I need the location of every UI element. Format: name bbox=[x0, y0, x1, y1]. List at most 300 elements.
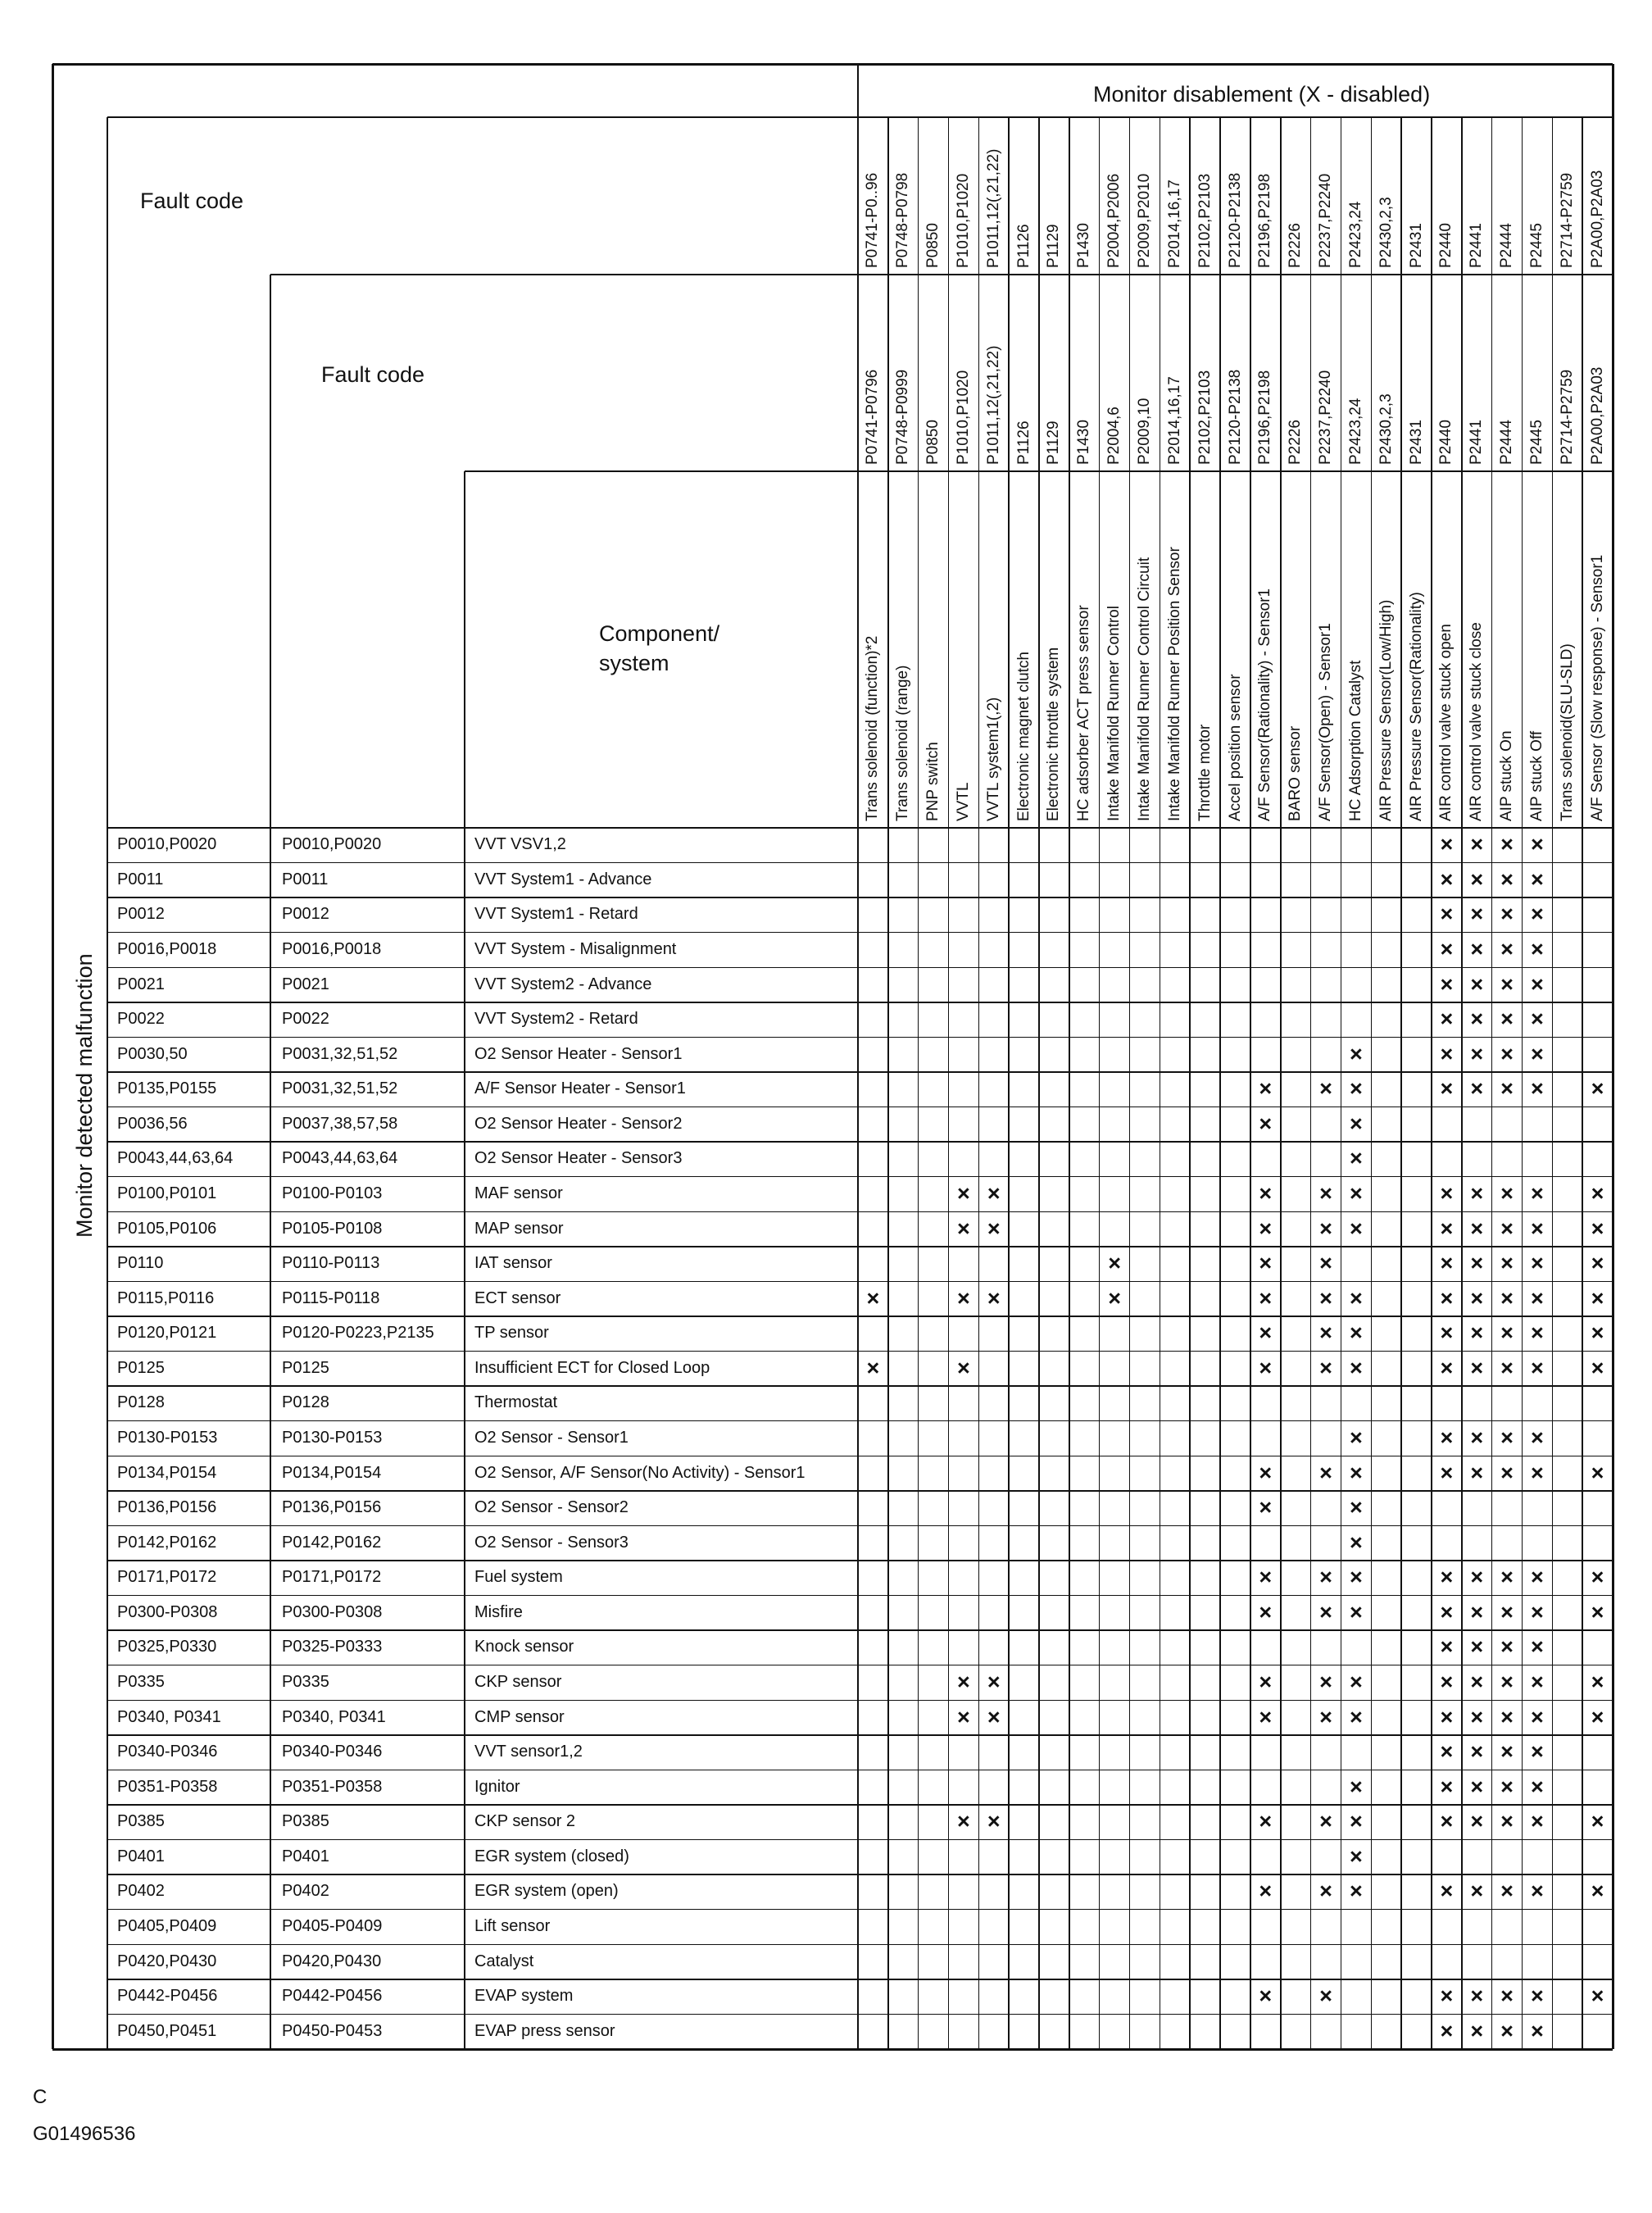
row-fault-code-2: P0442-P0456 bbox=[282, 1987, 383, 2006]
disabled-x-mark: × bbox=[1591, 1251, 1604, 1276]
row-fault-code-2: P0031,32,51,52 bbox=[282, 1079, 398, 1098]
row-fault-code-1: P0340, P0341 bbox=[117, 1707, 221, 1726]
row-fault-code-2: P0171,P0172 bbox=[282, 1568, 382, 1587]
disabled-x-mark: × bbox=[1259, 1879, 1273, 1904]
disabled-x-mark: × bbox=[1500, 1076, 1514, 1102]
disabled-x-mark: × bbox=[1349, 1843, 1363, 1869]
row-component: Ignitor bbox=[474, 1777, 520, 1796]
column-code-1: P2226 bbox=[1287, 223, 1305, 268]
disabled-x-mark: × bbox=[1470, 902, 1484, 927]
disabled-x-mark: × bbox=[1470, 1879, 1484, 1904]
disabled-x-mark: × bbox=[1530, 902, 1544, 927]
disabled-x-mark: × bbox=[1591, 1460, 1604, 1485]
column-component: A/F Sensor(Rationality) - Sensor1 bbox=[1256, 588, 1274, 821]
grid-line bbox=[857, 64, 859, 2049]
disabled-x-mark: × bbox=[1530, 1565, 1544, 1590]
disabled-x-mark: × bbox=[1530, 1809, 1544, 1834]
disabled-x-mark: × bbox=[1530, 1984, 1544, 2009]
disabled-x-mark: × bbox=[1319, 1285, 1332, 1311]
grid-line bbox=[107, 1734, 1613, 1736]
disabled-x-mark: × bbox=[1500, 1599, 1514, 1625]
disabled-x-mark: × bbox=[1530, 1879, 1544, 1904]
row-fault-code-2: P0340-P0346 bbox=[282, 1743, 383, 1761]
row-component: VVT System1 - Retard bbox=[474, 905, 638, 924]
disabled-x-mark: × bbox=[1319, 1704, 1332, 1729]
grid-line bbox=[1160, 117, 1161, 2049]
disabled-x-mark: × bbox=[1470, 1355, 1484, 1380]
column-code-2: P1129 bbox=[1045, 420, 1063, 465]
column-component: Trans solenoid (function)*2 bbox=[864, 635, 882, 821]
disabled-x-mark: × bbox=[1530, 1634, 1544, 1660]
column-code-1: P2423,24 bbox=[1346, 201, 1364, 268]
column-component: HC Adsorption Catalyst bbox=[1346, 660, 1364, 821]
disabled-x-mark: × bbox=[1349, 1879, 1363, 1904]
disabled-x-mark: × bbox=[1500, 1251, 1514, 1276]
column-code-2: P2444 bbox=[1498, 420, 1516, 465]
column-code-1: P0850 bbox=[924, 223, 942, 268]
disabled-x-mark: × bbox=[987, 1809, 1001, 1834]
disabled-x-mark: × bbox=[1470, 1041, 1484, 1066]
row-component: VVT System1 - Advance bbox=[474, 870, 652, 888]
grid-line bbox=[107, 967, 1613, 969]
row-fault-code-1: P0420,P0430 bbox=[117, 1952, 217, 1970]
disabled-x-mark: × bbox=[1500, 1320, 1514, 1346]
row-component: VVT System2 - Advance bbox=[474, 975, 652, 993]
component-header-line1: Component/ bbox=[599, 621, 720, 646]
row-component: Knock sensor bbox=[474, 1638, 574, 1656]
column-code-1: P2196,P2198 bbox=[1256, 173, 1274, 268]
disabled-x-mark: × bbox=[1349, 1076, 1363, 1102]
row-fault-code-2: P0300-P0308 bbox=[282, 1602, 383, 1621]
row-component: O2 Sensor Heater - Sensor2 bbox=[474, 1114, 683, 1133]
disabled-x-mark: × bbox=[1591, 1809, 1604, 1834]
disabled-x-mark: × bbox=[1319, 1320, 1332, 1346]
disabled-x-mark: × bbox=[1470, 1460, 1484, 1485]
disabled-x-mark: × bbox=[1440, 1251, 1454, 1276]
disabled-x-mark: × bbox=[1259, 1495, 1273, 1520]
column-code-2: P2014,16,17 bbox=[1165, 376, 1183, 465]
disabled-x-mark: × bbox=[1259, 1076, 1273, 1102]
disabled-x-mark: × bbox=[1591, 1216, 1604, 1241]
disabled-x-mark: × bbox=[1440, 1670, 1454, 1694]
disabled-x-mark: × bbox=[1591, 1076, 1604, 1102]
disabled-x-mark: × bbox=[1530, 1041, 1544, 1066]
disabled-x-mark: × bbox=[1440, 1565, 1454, 1590]
column-code-2: P1011,12(,21,22) bbox=[984, 345, 1002, 465]
disabled-x-mark: × bbox=[1440, 1425, 1454, 1450]
disabled-x-mark: × bbox=[1319, 1670, 1332, 1694]
disabled-x-mark: × bbox=[957, 1181, 970, 1206]
monitor-detected-malfunction-label: Monitor detected malfunction bbox=[72, 953, 97, 1238]
disabled-x-mark: × bbox=[1530, 832, 1544, 857]
row-fault-code-2: P0134,P0154 bbox=[282, 1463, 382, 1482]
column-component: VVTL bbox=[954, 782, 972, 821]
grid-line bbox=[107, 1770, 1613, 1771]
grid-line bbox=[107, 1316, 1613, 1317]
row-fault-code-2: P0110-P0113 bbox=[282, 1254, 380, 1273]
grid-line bbox=[107, 1909, 1613, 1911]
disabled-x-mark: × bbox=[1349, 1181, 1363, 1206]
row-fault-code-2: P0125 bbox=[282, 1358, 329, 1377]
disabled-x-mark: × bbox=[1530, 1007, 1544, 1032]
grid-line bbox=[1219, 117, 1221, 2049]
disabled-x-mark: × bbox=[1500, 1355, 1514, 1380]
row-fault-code-1: P0105,P0106 bbox=[117, 1219, 217, 1238]
disabled-x-mark: × bbox=[1349, 1460, 1363, 1485]
row-fault-code-1: P0340-P0346 bbox=[117, 1743, 218, 1761]
row-component: EGR system (closed) bbox=[474, 1847, 629, 1865]
disabled-x-mark: × bbox=[1500, 971, 1514, 997]
disabled-x-mark: × bbox=[1440, 2018, 1454, 2043]
grid-line bbox=[1612, 64, 1614, 2049]
disabled-x-mark: × bbox=[1530, 971, 1544, 997]
disabled-x-mark: × bbox=[1108, 1251, 1122, 1276]
figure-id: G01496536 bbox=[33, 2123, 136, 2145]
row-fault-code-2: P0405-P0409 bbox=[282, 1917, 383, 1935]
disabled-x-mark: × bbox=[1319, 1355, 1332, 1380]
grid-line bbox=[107, 1071, 1613, 1073]
disabled-x-mark: × bbox=[987, 1670, 1001, 1694]
column-component: Trans solenoid(SLU-SLD) bbox=[1558, 643, 1576, 821]
disabled-x-mark: × bbox=[1319, 1216, 1332, 1241]
row-fault-code-1: P0130-P0153 bbox=[117, 1429, 218, 1447]
row-component: VVT System2 - Retard bbox=[474, 1010, 638, 1029]
disabled-x-mark: × bbox=[1349, 1355, 1363, 1380]
grid-line bbox=[1008, 117, 1010, 2049]
row-component: CKP sensor 2 bbox=[474, 1812, 576, 1831]
row-component: IAT sensor bbox=[474, 1254, 552, 1273]
disabled-x-mark: × bbox=[1319, 1879, 1332, 1904]
fault-code-header-1: Fault code bbox=[140, 189, 244, 213]
disabled-x-mark: × bbox=[1500, 832, 1514, 857]
disabled-x-mark: × bbox=[1319, 1076, 1332, 1102]
grid-line bbox=[107, 862, 1613, 864]
disabled-x-mark: × bbox=[1440, 1774, 1454, 1799]
column-component: Electronic magnet clutch bbox=[1014, 652, 1032, 821]
disabled-x-mark: × bbox=[987, 1181, 1001, 1206]
grid-line bbox=[107, 1944, 1613, 1946]
column-code-1: P2444 bbox=[1498, 223, 1516, 268]
disabled-x-mark: × bbox=[1530, 866, 1544, 892]
disabled-x-mark: × bbox=[987, 1216, 1001, 1241]
row-component: VVT sensor1,2 bbox=[474, 1743, 583, 1761]
disabled-x-mark: × bbox=[1500, 1704, 1514, 1729]
disabled-x-mark: × bbox=[1591, 1984, 1604, 2009]
row-fault-code-2: P0021 bbox=[282, 975, 329, 993]
disabled-x-mark: × bbox=[1259, 1181, 1273, 1206]
row-fault-code-1: P0401 bbox=[117, 1847, 165, 1865]
grid-line bbox=[107, 1351, 1613, 1352]
column-component: AIR Pressure Sensor(Low/High) bbox=[1377, 599, 1395, 821]
row-component: O2 Sensor Heater - Sensor3 bbox=[474, 1149, 683, 1168]
disabled-x-mark: × bbox=[1500, 1774, 1514, 1799]
disabled-x-mark: × bbox=[1440, 1739, 1454, 1765]
row-fault-code-2: P0385 bbox=[282, 1812, 329, 1831]
grid-line bbox=[52, 64, 54, 2049]
column-code-2: P2A00,P2A03 bbox=[1588, 366, 1606, 465]
row-component: O2 Sensor - Sensor3 bbox=[474, 1533, 629, 1552]
disabled-x-mark: × bbox=[1470, 866, 1484, 892]
row-fault-code-1: P0011 bbox=[117, 870, 164, 888]
row-fault-code-1: P0134,P0154 bbox=[117, 1463, 217, 1482]
column-component: Intake Manifold Runner Control bbox=[1105, 606, 1123, 821]
disabled-x-mark: × bbox=[1500, 1285, 1514, 1311]
disabled-x-mark: × bbox=[1470, 2018, 1484, 2043]
disabled-x-mark: × bbox=[1440, 937, 1454, 961]
row-fault-code-2: P0450-P0453 bbox=[282, 2021, 383, 2040]
disabled-x-mark: × bbox=[1591, 1565, 1604, 1590]
row-fault-code-2: P0105-P0108 bbox=[282, 1219, 383, 1238]
monitor-disablement-title: Monitor disablement (X - disabled) bbox=[1093, 82, 1431, 107]
row-fault-code-1: P0142,P0162 bbox=[117, 1533, 217, 1552]
disabled-x-mark: × bbox=[1530, 1355, 1544, 1380]
column-component: PNP switch bbox=[924, 742, 942, 821]
column-code-2: P1126 bbox=[1014, 420, 1032, 465]
disabled-x-mark: × bbox=[1259, 1216, 1273, 1241]
column-component: Trans solenoid (range) bbox=[894, 665, 912, 821]
disabled-x-mark: × bbox=[1470, 1704, 1484, 1729]
column-component: Intake Manifold Runner Position Sensor bbox=[1165, 547, 1183, 821]
column-code-2: P2196,P2198 bbox=[1256, 370, 1274, 465]
row-component: MAF sensor bbox=[474, 1184, 563, 1202]
disabled-x-mark: × bbox=[1470, 1216, 1484, 1241]
disabled-x-mark: × bbox=[1591, 1599, 1604, 1625]
row-fault-code-1: P0021 bbox=[117, 975, 165, 993]
row-fault-code-1: P0030,50 bbox=[117, 1044, 188, 1063]
row-fault-code-2: P0335 bbox=[282, 1673, 329, 1691]
disabled-x-mark: × bbox=[1319, 1181, 1332, 1206]
column-code-1: P2445 bbox=[1527, 223, 1545, 268]
column-code-1: P2014,16,17 bbox=[1165, 179, 1183, 268]
disabled-x-mark: × bbox=[1591, 1181, 1604, 1206]
disabled-x-mark: × bbox=[1259, 1565, 1273, 1590]
column-code-1: P0741-P0..96 bbox=[864, 172, 882, 268]
column-component: AIP stuck On bbox=[1498, 730, 1516, 821]
column-code-1: P2102,P2103 bbox=[1196, 173, 1214, 268]
grid-line bbox=[107, 2014, 1613, 2015]
column-code-2: P2441 bbox=[1468, 420, 1486, 465]
grid-line bbox=[107, 1525, 1613, 1527]
grid-line bbox=[107, 897, 1613, 898]
column-code-1: P2A00,P2A03 bbox=[1588, 170, 1606, 268]
disabled-x-mark: × bbox=[1530, 1460, 1544, 1485]
disabled-x-mark: × bbox=[1470, 1181, 1484, 1206]
column-component: BARO sensor bbox=[1287, 725, 1305, 821]
disabled-x-mark: × bbox=[1530, 1670, 1544, 1694]
column-code-1: P2431 bbox=[1407, 223, 1425, 268]
disabled-x-mark: × bbox=[1470, 971, 1484, 997]
disabled-x-mark: × bbox=[1319, 1251, 1332, 1276]
row-fault-code-2: P0401 bbox=[282, 1847, 329, 1865]
disabled-x-mark: × bbox=[1591, 1285, 1604, 1311]
disabled-x-mark: × bbox=[1440, 1460, 1454, 1485]
row-fault-code-2: P0340, P0341 bbox=[282, 1707, 386, 1726]
disabled-x-mark: × bbox=[1470, 1565, 1484, 1590]
disabled-x-mark: × bbox=[1259, 1111, 1273, 1136]
column-code-1: P2120-P2138 bbox=[1226, 172, 1244, 268]
row-fault-code-2: P0100-P0103 bbox=[282, 1184, 383, 1202]
disabled-x-mark: × bbox=[1500, 1634, 1514, 1660]
grid-line bbox=[1129, 117, 1131, 2049]
disabled-x-mark: × bbox=[1530, 1704, 1544, 1729]
disabled-x-mark: × bbox=[1470, 1076, 1484, 1102]
row-component: EGR system (open) bbox=[474, 1882, 619, 1901]
disabled-x-mark: × bbox=[1470, 1251, 1484, 1276]
grid-line bbox=[107, 1839, 1613, 1841]
disabled-x-mark: × bbox=[1440, 1704, 1454, 1729]
row-fault-code-1: P0110 bbox=[117, 1254, 164, 1273]
disabled-x-mark: × bbox=[1349, 1565, 1363, 1590]
disabled-x-mark: × bbox=[1470, 1320, 1484, 1346]
row-component: A/F Sensor Heater - Sensor1 bbox=[474, 1079, 686, 1098]
disabled-x-mark: × bbox=[1591, 1879, 1604, 1904]
row-component: Misfire bbox=[474, 1602, 523, 1621]
row-fault-code-2: P0010,P0020 bbox=[282, 835, 382, 854]
disabled-x-mark: × bbox=[1319, 1984, 1332, 2009]
disabled-x-mark: × bbox=[957, 1670, 970, 1694]
disabled-x-mark: × bbox=[1349, 1599, 1363, 1625]
disabled-x-mark: × bbox=[1500, 937, 1514, 961]
disabled-x-mark: × bbox=[957, 1285, 970, 1311]
grid-line bbox=[107, 117, 108, 2049]
disabled-x-mark: × bbox=[1440, 902, 1454, 927]
grid-line bbox=[918, 117, 919, 2049]
disabled-x-mark: × bbox=[1349, 1041, 1363, 1066]
grid-line bbox=[107, 1804, 1613, 1806]
grid-line bbox=[107, 1246, 1613, 1247]
grid-line bbox=[107, 1176, 1613, 1178]
grid-line bbox=[1069, 117, 1070, 2049]
grid-line bbox=[107, 1002, 1613, 1003]
grid-line bbox=[107, 116, 1613, 118]
disabled-x-mark: × bbox=[1470, 1599, 1484, 1625]
disabled-x-mark: × bbox=[1470, 1739, 1484, 1765]
grid-line bbox=[52, 2048, 1613, 2051]
disabled-x-mark: × bbox=[1440, 1216, 1454, 1241]
disabled-x-mark: × bbox=[1500, 1984, 1514, 2009]
row-fault-code-2: P0016,P0018 bbox=[282, 940, 382, 958]
column-component: AIR control valve stuck open bbox=[1437, 624, 1455, 821]
disabled-x-mark: × bbox=[1500, 1425, 1514, 1450]
row-component: CKP sensor bbox=[474, 1673, 562, 1691]
footer-letter: C bbox=[33, 2086, 48, 2108]
disabled-x-mark: × bbox=[1259, 1320, 1273, 1346]
disabled-x-mark: × bbox=[1530, 937, 1544, 961]
disabled-x-mark: × bbox=[1259, 1460, 1273, 1485]
row-fault-code-1: P0136,P0156 bbox=[117, 1498, 217, 1517]
row-fault-code-1: P0402 bbox=[117, 1882, 165, 1901]
row-fault-code-1: P0450,P0451 bbox=[117, 2021, 217, 2040]
column-code-2: P0748-P0999 bbox=[894, 369, 912, 465]
disabled-x-mark: × bbox=[1500, 1670, 1514, 1694]
row-component: MAP sensor bbox=[474, 1219, 564, 1238]
disabled-x-mark: × bbox=[1470, 1774, 1484, 1799]
column-code-2: P2430,2,3 bbox=[1377, 393, 1395, 465]
grid-line bbox=[1099, 117, 1101, 2049]
column-code-2: P2445 bbox=[1527, 420, 1545, 465]
column-code-1: P1430 bbox=[1075, 223, 1093, 268]
disabled-x-mark: × bbox=[1470, 1634, 1484, 1660]
disabled-x-mark: × bbox=[1470, 1670, 1484, 1694]
row-fault-code-1: P0385 bbox=[117, 1812, 165, 1831]
disabled-x-mark: × bbox=[1349, 1704, 1363, 1729]
disabled-x-mark: × bbox=[1349, 1111, 1363, 1136]
row-fault-code-2: P0130-P0153 bbox=[282, 1429, 383, 1447]
disabled-x-mark: × bbox=[987, 1285, 1001, 1311]
grid-line bbox=[107, 1979, 1613, 1980]
column-component: AIP stuck Off bbox=[1527, 730, 1545, 821]
row-fault-code-1: P0125 bbox=[117, 1358, 165, 1377]
row-component: EVAP system bbox=[474, 1987, 574, 2006]
row-component: O2 Sensor - Sensor2 bbox=[474, 1498, 629, 1517]
disabled-x-mark: × bbox=[1259, 1809, 1273, 1834]
column-code-1: P2237,P2240 bbox=[1317, 173, 1335, 268]
column-code-2: P2120-P2138 bbox=[1226, 369, 1244, 465]
disabled-x-mark: × bbox=[1319, 1460, 1332, 1485]
grid-line bbox=[270, 275, 271, 2049]
row-fault-code-1: P0022 bbox=[117, 1010, 165, 1029]
row-fault-code-2: P0120-P0223,P2135 bbox=[282, 1324, 434, 1343]
column-code-1: P1011,12(,21,22) bbox=[984, 148, 1002, 268]
column-code-2: P2423,24 bbox=[1346, 398, 1364, 465]
row-component: Catalyst bbox=[474, 1952, 534, 1970]
column-code-1: P2004,P2006 bbox=[1105, 173, 1123, 268]
disabled-x-mark: × bbox=[1500, 1041, 1514, 1066]
disabled-x-mark: × bbox=[1530, 1739, 1544, 1765]
column-component: AIR Pressure Sensor(Rationality) bbox=[1407, 592, 1425, 821]
row-fault-code-1: P0405,P0409 bbox=[117, 1917, 217, 1935]
disabled-x-mark: × bbox=[1470, 1425, 1484, 1450]
row-fault-code-2: P0012 bbox=[282, 905, 329, 924]
grid-line bbox=[107, 1037, 1613, 1038]
column-code-2: P2004,6 bbox=[1105, 407, 1123, 465]
disabled-x-mark: × bbox=[1530, 1181, 1544, 1206]
column-code-1: P2440 bbox=[1437, 223, 1455, 268]
disabled-x-mark: × bbox=[1259, 1285, 1273, 1311]
grid-line bbox=[1189, 117, 1191, 2049]
column-code-2: P2440 bbox=[1437, 420, 1455, 465]
grid-line bbox=[107, 1456, 1613, 1457]
row-fault-code-2: P0011 bbox=[282, 870, 329, 888]
row-fault-code-2: P0351-P0358 bbox=[282, 1777, 383, 1796]
disabled-x-mark: × bbox=[1440, 1320, 1454, 1346]
column-code-2: P1430 bbox=[1075, 420, 1093, 465]
disabled-x-mark: × bbox=[1440, 1041, 1454, 1066]
disabled-x-mark: × bbox=[1319, 1599, 1332, 1625]
grid-line bbox=[107, 1700, 1613, 1702]
disabled-x-mark: × bbox=[1259, 1251, 1273, 1276]
column-component: Accel position sensor bbox=[1226, 674, 1244, 821]
disabled-x-mark: × bbox=[1591, 1704, 1604, 1729]
row-fault-code-1: P0043,44,63,64 bbox=[117, 1149, 234, 1168]
disabled-x-mark: × bbox=[957, 1809, 970, 1834]
column-component: AIR control valve stuck close bbox=[1468, 622, 1486, 821]
disabled-x-mark: × bbox=[1500, 1216, 1514, 1241]
grid-line bbox=[107, 1211, 1613, 1213]
disabled-x-mark: × bbox=[1530, 2018, 1544, 2043]
disabled-x-mark: × bbox=[866, 1285, 880, 1311]
row-component: Insufficient ECT for Closed Loop bbox=[474, 1358, 710, 1377]
disabled-x-mark: × bbox=[866, 1355, 880, 1380]
disabled-x-mark: × bbox=[1349, 1216, 1363, 1241]
grid-line bbox=[887, 117, 889, 2049]
disabled-x-mark: × bbox=[1440, 1181, 1454, 1206]
row-fault-code-2: P0115-P0118 bbox=[282, 1288, 380, 1307]
disabled-x-mark: × bbox=[1500, 1879, 1514, 1904]
disabled-x-mark: × bbox=[1440, 1076, 1454, 1102]
grid-line bbox=[107, 1385, 1613, 1387]
row-fault-code-1: P0010,P0020 bbox=[117, 835, 217, 854]
